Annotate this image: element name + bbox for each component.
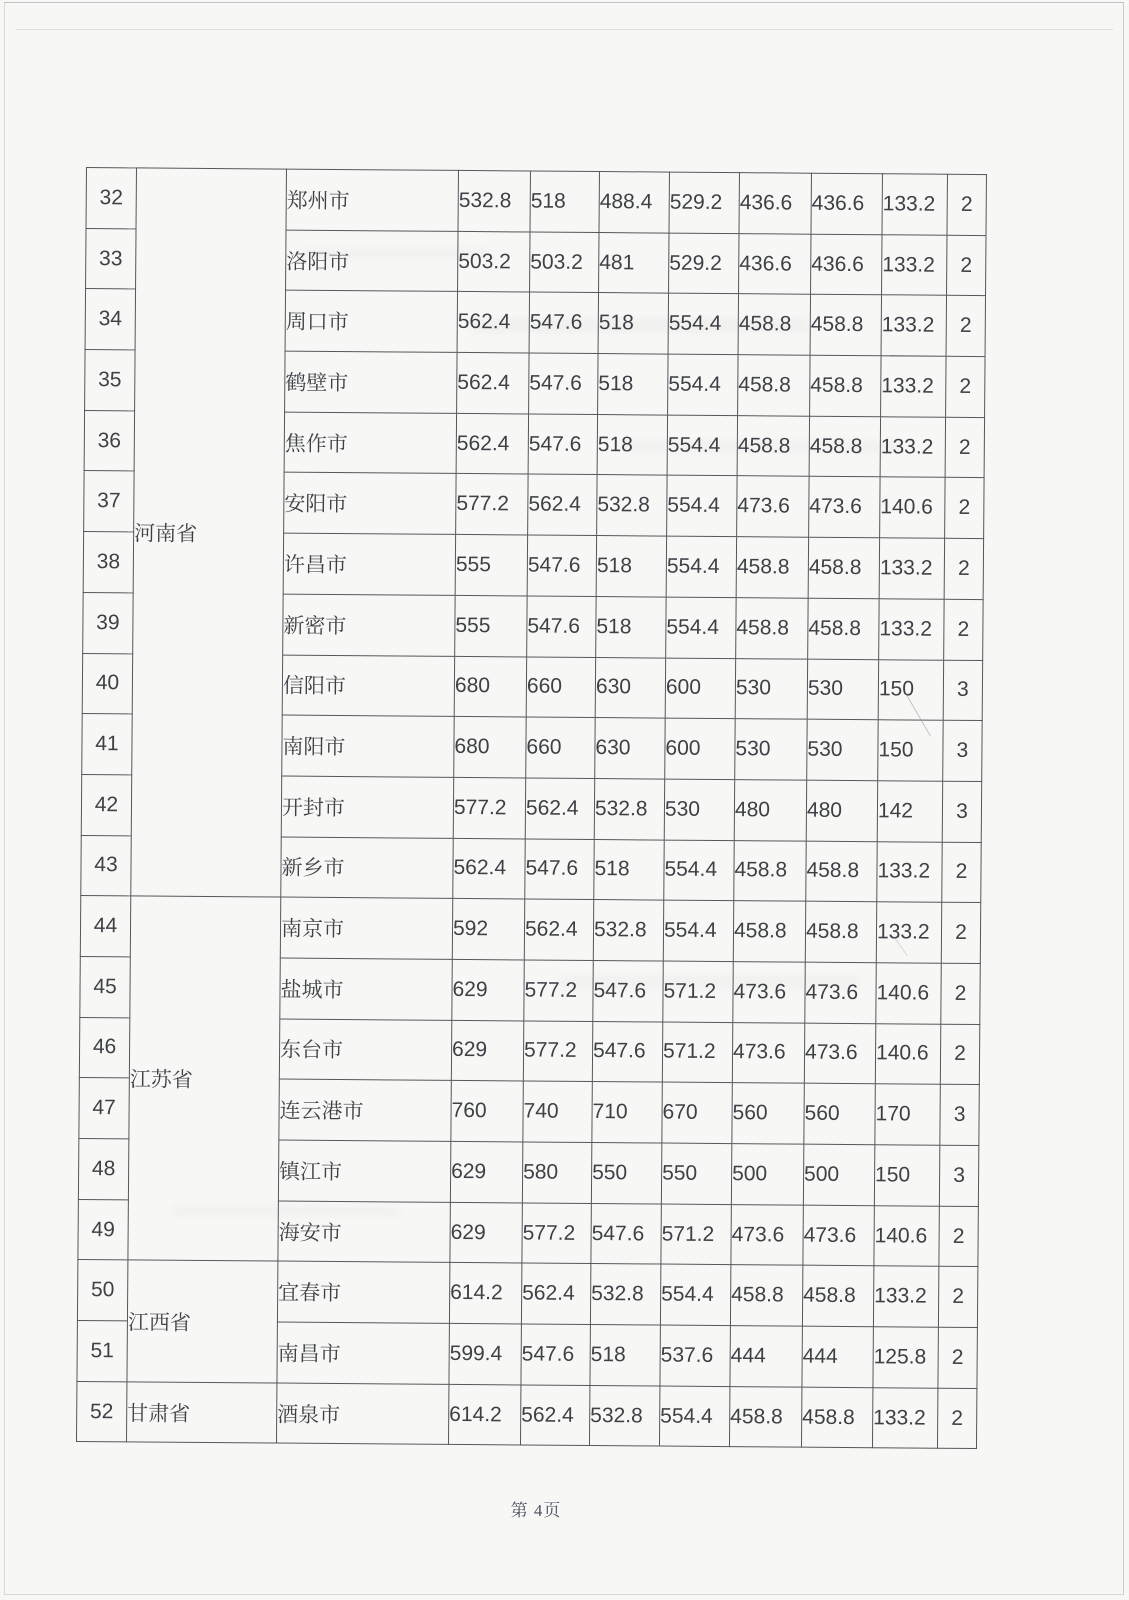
value-cell: 571.2 <box>662 1022 732 1083</box>
value-cell: 458.8 <box>730 1265 802 1326</box>
value-cell: 458.8 <box>738 355 810 416</box>
city-cell: 许昌市 <box>283 533 455 595</box>
value-cell: 530 <box>807 659 878 720</box>
row-number-cell: 52 <box>76 1381 126 1442</box>
row-number-cell: 37 <box>84 471 134 532</box>
grade-cell: 2 <box>941 902 980 963</box>
value-cell: 518 <box>530 171 599 232</box>
value-cell: 480 <box>734 779 806 840</box>
row-number-cell: 40 <box>82 653 132 714</box>
value-cell: 133.2 <box>879 599 944 660</box>
value-cell: 562.4 <box>520 1385 589 1446</box>
value-cell: 670 <box>662 1082 732 1143</box>
value-cell: 133.2 <box>882 234 947 295</box>
value-cell: 458.8 <box>729 1386 801 1447</box>
value-cell: 503.2 <box>530 232 599 293</box>
value-cell: 133.2 <box>882 174 947 235</box>
value-cell: 562.4 <box>457 292 529 353</box>
value-cell: 547.6 <box>529 353 598 414</box>
city-cell: 周口市 <box>285 290 457 352</box>
row-number-cell: 36 <box>84 410 134 471</box>
row-number-cell: 38 <box>83 532 133 593</box>
value-cell: 629 <box>450 1141 522 1202</box>
row-number-cell: 43 <box>81 835 131 896</box>
page-number-footer: 第 4页 <box>510 1501 562 1520</box>
value-cell: 554.4 <box>668 293 738 354</box>
table-row <box>86 168 986 236</box>
grade-cell: 2 <box>937 1388 976 1449</box>
city-cell: 焦作市 <box>284 412 456 474</box>
value-cell: 473.6 <box>804 1023 875 1084</box>
value-cell: 133.2 <box>872 1387 937 1448</box>
value-cell: 140.6 <box>874 1205 939 1266</box>
value-cell: 554.4 <box>667 476 737 537</box>
value-cell: 547.6 <box>528 414 597 475</box>
value-cell: 458.8 <box>810 355 881 416</box>
value-cell: 125.8 <box>873 1327 938 1388</box>
value-cell: 133.2 <box>879 538 944 599</box>
city-cell: 开封市 <box>281 776 453 838</box>
row-number-cell: 50 <box>77 1260 127 1321</box>
row-number-cell: 35 <box>85 350 135 411</box>
value-cell: 170 <box>875 1084 940 1145</box>
value-cell: 555 <box>455 535 527 596</box>
value-cell: 550 <box>661 1143 731 1204</box>
row-number-cell: 44 <box>80 896 130 957</box>
value-cell: 554.4 <box>663 900 733 961</box>
value-cell: 680 <box>454 656 526 717</box>
value-cell: 562.4 <box>453 838 525 899</box>
value-cell: 532.8 <box>597 475 667 536</box>
value-cell: 577.2 <box>524 960 593 1021</box>
value-cell: 529.2 <box>669 172 739 233</box>
value-cell: 436.6 <box>811 234 882 295</box>
value-cell: 530 <box>807 719 878 780</box>
row-number-cell: 39 <box>83 592 133 653</box>
value-cell: 554.4 <box>668 354 738 415</box>
city-cell: 信阳市 <box>282 655 454 717</box>
value-cell: 710 <box>592 1082 662 1143</box>
value-cell: 458.8 <box>809 416 880 477</box>
value-cell: 660 <box>526 656 595 717</box>
grade-cell: 3 <box>943 720 982 781</box>
row-number-cell: 48 <box>78 1138 128 1199</box>
value-cell: 444 <box>802 1326 873 1387</box>
province-cell: 江西省 <box>127 1260 278 1383</box>
value-cell: 458.8 <box>736 597 808 658</box>
value-cell: 458.8 <box>734 840 806 901</box>
value-cell: 571.2 <box>663 961 733 1022</box>
value-cell: 142 <box>877 781 942 842</box>
city-cell: 安阳市 <box>284 473 456 535</box>
value-cell: 555 <box>455 595 527 656</box>
value-cell: 532.8 <box>458 170 530 231</box>
value-cell: 630 <box>595 657 665 718</box>
value-cell: 547.6 <box>591 1203 661 1264</box>
value-cell: 560 <box>804 1083 875 1144</box>
value-cell: 547.6 <box>527 535 596 596</box>
value-cell: 503.2 <box>458 231 530 292</box>
value-cell: 150 <box>874 1145 939 1206</box>
value-cell: 529.2 <box>669 233 739 294</box>
value-cell: 133.2 <box>881 295 946 356</box>
city-cell: 宜春市 <box>277 1261 449 1323</box>
city-cell: 南阳市 <box>282 715 454 777</box>
row-number-cell: 45 <box>80 956 130 1017</box>
value-cell: 532.8 <box>594 778 664 839</box>
row-number-cell: 49 <box>78 1199 128 1260</box>
value-cell: 554.4 <box>666 597 736 658</box>
grade-cell: 2 <box>941 963 980 1024</box>
grade-cell: 2 <box>947 174 986 235</box>
value-cell: 500 <box>731 1144 803 1205</box>
value-cell: 629 <box>451 1020 523 1081</box>
value-cell: 518 <box>596 596 666 657</box>
row-number-cell: 32 <box>86 168 136 229</box>
value-cell: 473.6 <box>732 1022 804 1083</box>
grade-cell: 3 <box>942 781 981 842</box>
value-cell: 140.6 <box>880 477 945 538</box>
value-cell: 133.2 <box>881 356 946 417</box>
value-cell: 680 <box>454 717 526 778</box>
grade-cell: 2 <box>938 1327 977 1388</box>
value-cell: 530 <box>735 719 807 780</box>
value-cell: 554.4 <box>659 1386 729 1447</box>
value-cell: 562.4 <box>456 413 528 474</box>
city-cell: 南昌市 <box>277 1322 449 1384</box>
row-number-cell: 51 <box>77 1321 127 1382</box>
value-cell: 577.2 <box>523 1021 592 1082</box>
city-cell: 东台市 <box>279 1019 451 1081</box>
value-cell: 480 <box>806 780 877 841</box>
value-cell: 600 <box>665 658 735 719</box>
value-cell: 614.2 <box>448 1384 520 1445</box>
value-cell: 150 <box>878 659 943 720</box>
value-cell: 473.6 <box>733 962 805 1023</box>
value-cell: 532.8 <box>590 1264 660 1325</box>
value-cell: 547.6 <box>593 960 663 1021</box>
province-cell: 江苏省 <box>128 896 281 1261</box>
value-cell: 554.4 <box>664 840 734 901</box>
grade-cell: 2 <box>942 842 981 903</box>
row-number-cell: 41 <box>82 714 132 775</box>
city-cell: 洛阳市 <box>286 230 458 292</box>
value-cell: 458.8 <box>737 415 809 476</box>
city-cell: 连云港市 <box>279 1079 451 1141</box>
value-cell: 140.6 <box>876 963 941 1024</box>
bleedthrough-line <box>16 29 1113 30</box>
grade-cell: 2 <box>944 599 983 660</box>
value-cell: 458.8 <box>801 1387 872 1448</box>
value-cell: 547.6 <box>529 292 598 353</box>
city-cell: 海安市 <box>278 1201 450 1263</box>
table-row <box>76 1381 976 1449</box>
value-cell: 473.6 <box>731 1204 803 1265</box>
wage-table-body <box>76 168 986 1449</box>
row-number-cell: 34 <box>85 289 135 350</box>
grade-cell: 3 <box>939 1145 978 1206</box>
value-cell: 518 <box>598 293 668 354</box>
value-cell: 473.6 <box>805 962 876 1023</box>
value-cell: 473.6 <box>809 477 880 538</box>
grade-cell: 2 <box>946 356 985 417</box>
value-cell: 481 <box>599 232 669 293</box>
table-row <box>77 1260 977 1328</box>
value-cell: 518 <box>598 354 668 415</box>
value-cell: 562.4 <box>524 899 593 960</box>
grade-cell: 2 <box>946 296 985 357</box>
city-cell: 镇江市 <box>278 1140 450 1202</box>
value-cell: 518 <box>597 414 667 475</box>
value-cell: 554.4 <box>660 1264 730 1325</box>
row-number-cell: 46 <box>79 1017 129 1078</box>
value-cell: 562.4 <box>521 1263 590 1324</box>
value-cell: 629 <box>452 959 524 1020</box>
value-cell: 458.8 <box>810 295 881 356</box>
province-cell: 甘肃省 <box>126 1382 276 1444</box>
value-cell: 532.8 <box>589 1385 659 1446</box>
city-cell: 鹤壁市 <box>285 351 457 413</box>
value-cell: 629 <box>450 1202 522 1263</box>
value-cell: 458.8 <box>733 901 805 962</box>
value-cell: 444 <box>730 1326 802 1387</box>
province-cell: 河南省 <box>131 168 287 897</box>
value-cell: 562.4 <box>457 352 529 413</box>
value-cell: 562.4 <box>525 778 594 839</box>
value-cell: 554.4 <box>667 415 737 476</box>
value-cell: 560 <box>732 1083 804 1144</box>
value-cell: 577.2 <box>453 777 525 838</box>
value-cell: 473.6 <box>803 1205 874 1266</box>
value-cell: 458.8 <box>802 1266 873 1327</box>
value-cell: 530 <box>664 779 734 840</box>
value-cell: 500 <box>803 1144 874 1205</box>
value-cell: 599.4 <box>449 1323 521 1384</box>
wage-standard-table <box>76 167 987 1449</box>
city-cell: 盐城市 <box>280 958 452 1020</box>
value-cell: 537.6 <box>660 1325 730 1386</box>
value-cell: 530 <box>735 658 807 719</box>
value-cell: 660 <box>526 717 595 778</box>
row-number-cell: 42 <box>81 774 131 835</box>
grade-cell: 2 <box>939 1206 978 1267</box>
table-row <box>80 896 980 964</box>
row-number-cell: 47 <box>79 1078 129 1139</box>
grade-cell: 2 <box>945 417 984 478</box>
wage-table-container <box>76 167 987 1449</box>
value-cell: 562.4 <box>528 474 597 535</box>
grade-cell: 2 <box>938 1267 977 1328</box>
value-cell: 760 <box>451 1081 523 1142</box>
row-number-cell: 33 <box>86 228 136 289</box>
value-cell: 547.6 <box>592 1021 662 1082</box>
grade-cell: 3 <box>940 1085 979 1146</box>
value-cell: 458.8 <box>738 294 810 355</box>
value-cell: 571.2 <box>661 1204 731 1265</box>
value-cell: 547.6 <box>521 1324 590 1385</box>
city-cell: 新乡市 <box>281 837 453 899</box>
value-cell: 577.2 <box>456 474 528 535</box>
value-cell: 150 <box>878 720 943 781</box>
city-cell: 南京市 <box>280 897 452 959</box>
value-cell: 436.6 <box>739 173 811 234</box>
value-cell: 614.2 <box>449 1263 521 1324</box>
grade-cell: 3 <box>943 660 982 721</box>
value-cell: 580 <box>522 1142 591 1203</box>
value-cell: 133.2 <box>876 902 941 963</box>
value-cell: 133.2 <box>873 1266 938 1327</box>
value-cell: 592 <box>452 899 524 960</box>
value-cell: 458.8 <box>806 841 877 902</box>
value-cell: 550 <box>591 1143 661 1204</box>
value-cell: 473.6 <box>737 476 809 537</box>
value-cell: 458.8 <box>805 901 876 962</box>
value-cell: 518 <box>594 839 664 900</box>
value-cell: 554.4 <box>666 536 736 597</box>
value-cell: 577.2 <box>522 1203 591 1264</box>
city-cell: 酒泉市 <box>276 1383 448 1445</box>
value-cell: 518 <box>596 536 666 597</box>
grade-cell: 2 <box>945 478 984 539</box>
value-cell: 458.8 <box>808 598 879 659</box>
value-cell: 458.8 <box>808 537 879 598</box>
grade-cell: 2 <box>944 538 983 599</box>
value-cell: 740 <box>523 1081 592 1142</box>
value-cell: 547.6 <box>525 839 594 900</box>
value-cell: 436.6 <box>811 173 882 234</box>
value-cell: 518 <box>590 1325 660 1386</box>
city-cell: 郑州市 <box>286 169 458 231</box>
value-cell: 133.2 <box>880 416 945 477</box>
value-cell: 458.8 <box>736 537 808 598</box>
value-cell: 436.6 <box>739 233 811 294</box>
value-cell: 547.6 <box>527 596 596 657</box>
city-cell: 新密市 <box>283 594 455 656</box>
grade-cell: 2 <box>940 1024 979 1085</box>
value-cell: 133.2 <box>877 841 942 902</box>
value-cell: 488.4 <box>599 172 669 233</box>
value-cell: 630 <box>595 718 665 779</box>
value-cell: 532.8 <box>593 900 663 961</box>
grade-cell: 2 <box>947 235 986 296</box>
value-cell: 140.6 <box>875 1023 940 1084</box>
value-cell: 600 <box>665 718 735 779</box>
